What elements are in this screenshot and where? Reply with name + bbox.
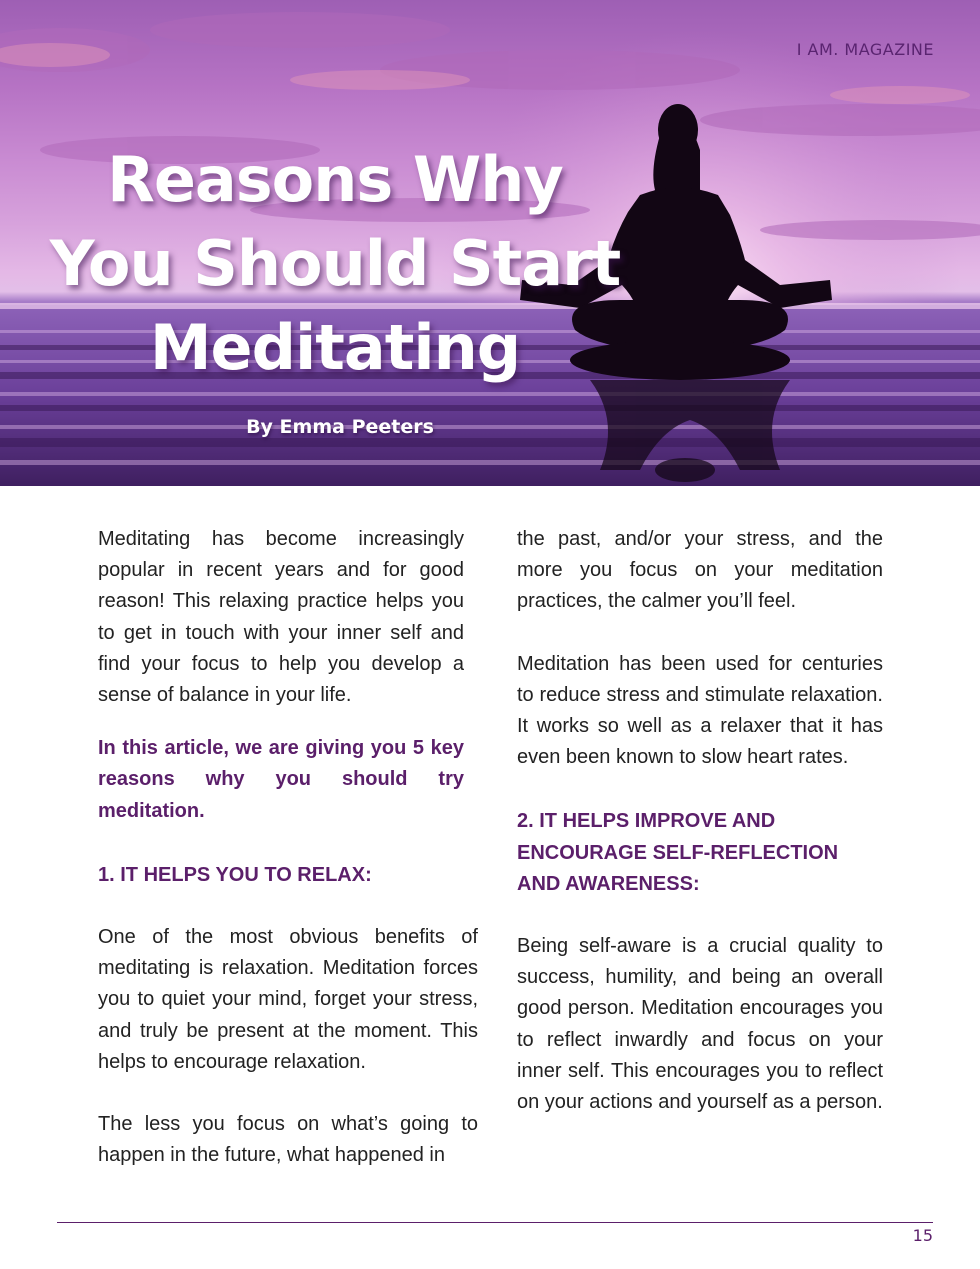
hero-banner	[0, 0, 980, 486]
magazine-name: I AM. MAGAZINE	[796, 40, 934, 59]
page-number: 15	[912, 1226, 933, 1245]
section-heading-relax: 1. IT HELPS YOU TO RELAX:	[98, 863, 372, 886]
section-paragraph: Being self-aware is a crucial quality to success, humility, and being an overall good person. Meditation encourages you to reflect inwardly and focus on your inner self. This encourages you to reflect on your actions and yourself as a person.	[517, 935, 883, 1114]
intro-paragraph: Meditating has become increasingly popular in recent years and for good reason! This relaxing practice helps you to get in touch with your inner self and find your focus to help you develop a sense of balance in your life.	[98, 528, 464, 707]
author-byline: By Emma Peeters	[246, 416, 434, 438]
lede-paragraph: In this article, we are giving you 5 key reasons why you should try meditation.	[98, 737, 464, 822]
footer-divider	[57, 1222, 933, 1223]
article-column-right	[517, 524, 883, 1118]
section-paragraph: Meditation has been used for centuries to reduce stress and stimulate relaxation. It works so well as a relaxer that it has even been known to slow heart rates.	[517, 652, 883, 769]
article-title: Reasons Why You Should Start Meditating	[49, 143, 621, 384]
article-column-left	[98, 524, 478, 1171]
section-paragraph: The less you focus on what’s going to happen in the future, what happened in	[98, 1113, 478, 1167]
section-heading-self-reflection: 2. IT HELPS IMPROVE AND ENCOURAGE SELF-REFLECTION AND AWARENESS:	[517, 810, 839, 895]
section-paragraph: One of the most obvious benefits of meditating is relaxation. Meditation forces you to quiet your mind, forget your stress, and truly be present at the moment. This helps to encourage relaxation.	[98, 926, 478, 1073]
section-paragraph: the past, and/or your stress, and the more you focus on your meditation practices, the calmer you’ll feel.	[517, 528, 883, 613]
